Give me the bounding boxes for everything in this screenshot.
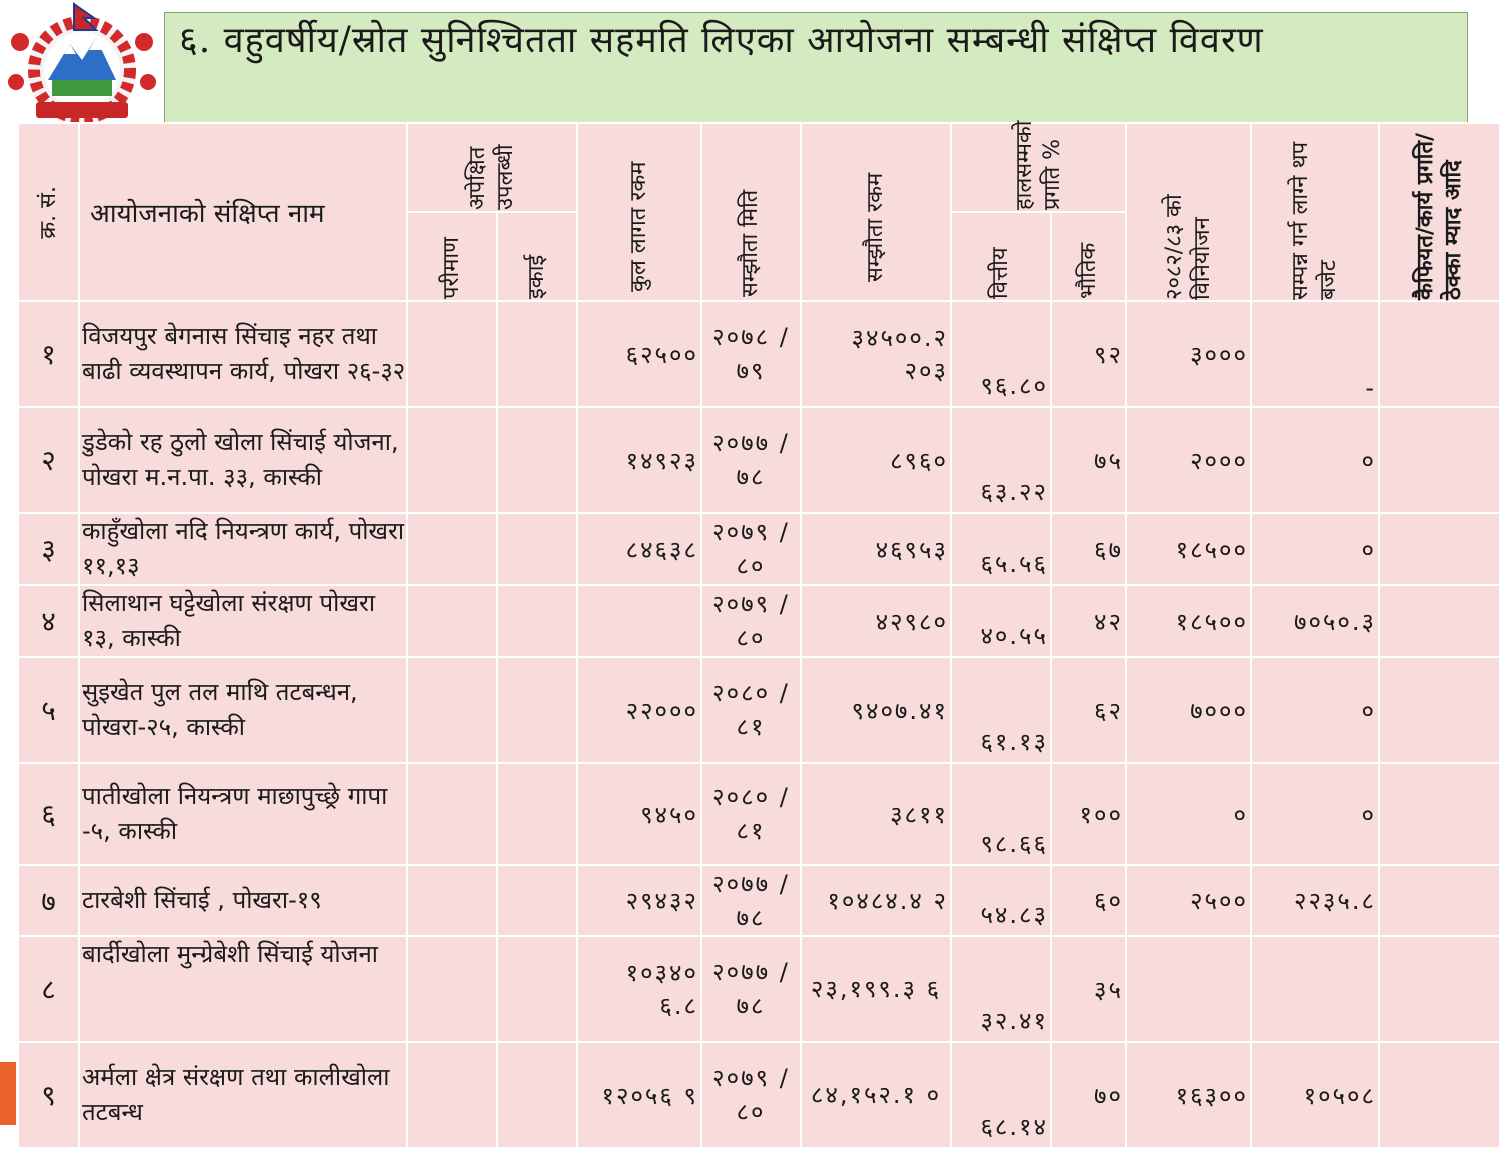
cell-sn: ६ (18, 763, 79, 865)
cell-agreement-amount: ३८११ (801, 763, 951, 865)
cell-budget-needed: ७०५०.३ (1251, 585, 1379, 657)
cell-sn: ५ (18, 657, 79, 763)
cell-financial: ६३.२२ (951, 407, 1051, 513)
cell-agreement-date: २०७७ /७८ (701, 407, 801, 513)
cell-financial: ३२.४१ (951, 936, 1051, 1042)
cell-project-name: सिलाथान घट्टेखोला संरक्षण पोखरा १३, कास्की (79, 585, 407, 657)
cell-remarks (1379, 657, 1500, 763)
cell-budget-needed: ० (1251, 513, 1379, 585)
cell-remarks (1379, 301, 1500, 407)
cell-remarks (1379, 1042, 1500, 1148)
cell-unit (497, 301, 577, 407)
cell-unit (497, 865, 577, 936)
cell-budget-needed: ० (1251, 657, 1379, 763)
cell-quantity (407, 657, 497, 763)
cell-allocation: १६३०० (1126, 1042, 1251, 1148)
cell-allocation (1126, 936, 1251, 1042)
cell-agreement-amount: ४६९५३ (801, 513, 951, 585)
cell-physical: ३५ (1051, 936, 1126, 1042)
table-row (18, 1042, 1500, 1148)
cell-budget-needed: २२३५.८ (1251, 865, 1379, 936)
cell-physical: ७० (1051, 1042, 1126, 1148)
header-financial: वित्तीय (951, 212, 1051, 301)
title-box (164, 12, 1468, 128)
cell-quantity (407, 585, 497, 657)
cell-agreement-amount: १०४८४.४ २ (801, 865, 951, 936)
table-row (18, 585, 1500, 657)
cell-project-name: काहुँखोला नदि नियन्त्रण कार्य, पोखरा ११,१३ (79, 513, 407, 585)
cell-physical: ६० (1051, 865, 1126, 936)
cell-quantity (407, 936, 497, 1042)
cell-project-name: टारबेशी सिंचाई , पोखरा-१९ (79, 865, 407, 936)
cell-agreement-date: २०८० /८१ (701, 763, 801, 865)
cell-agreement-amount: ४२९८० (801, 585, 951, 657)
cell-sn: ३ (18, 513, 79, 585)
cell-allocation: १८५०० (1126, 585, 1251, 657)
cell-financial: ६५.५६ (951, 513, 1051, 585)
cell-sn: ९ (18, 1042, 79, 1148)
cell-quantity (407, 407, 497, 513)
cell-total-cost: १२०५६ ९ (577, 1042, 701, 1148)
cell-budget-needed: - (1251, 301, 1379, 407)
cell-total-cost: १०३४० ६.८ (577, 936, 701, 1042)
cell-physical: ७५ (1051, 407, 1126, 513)
table-row (18, 865, 1500, 936)
cell-agreement-date: २०८० /८१ (701, 657, 801, 763)
header-unit: इकाई (497, 212, 577, 301)
cell-project-name: विजयपुर बेगनास सिंचाइ नहर तथा बाढी व्यवस्थापन कार्य, पोखरा २६-३२ (79, 301, 407, 407)
cell-sn: ७ (18, 865, 79, 936)
cell-agreement-amount: ८९६० (801, 407, 951, 513)
cell-agreement-date: २०७७ /७८ (701, 865, 801, 936)
cell-total-cost (577, 585, 701, 657)
cell-unit (497, 585, 577, 657)
header-physical: भौतिक (1051, 212, 1126, 301)
cell-physical: ६२ (1051, 657, 1126, 763)
government-emblem-icon (4, 2, 160, 130)
cell-unit (497, 1042, 577, 1148)
cell-total-cost: ९४५० (577, 763, 701, 865)
table-row (18, 513, 1500, 585)
cell-unit (497, 407, 577, 513)
cell-allocation: २५०० (1126, 865, 1251, 936)
cell-agreement-date: २०७७ /७८ (701, 936, 801, 1042)
cell-physical: ६७ (1051, 513, 1126, 585)
header-project-name: आयोजनाको संक्षिप्त नाम (79, 123, 407, 301)
cell-quantity (407, 865, 497, 936)
cell-financial: ५४.८३ (951, 865, 1051, 936)
header-quantity: परीमाण (407, 212, 497, 301)
cell-allocation: ३००० (1126, 301, 1251, 407)
cell-sn: ८ (18, 936, 79, 1042)
cell-allocation: ० (1126, 763, 1251, 865)
header-outcome: अपेक्षित उपलब्धी (407, 123, 577, 212)
cell-remarks (1379, 585, 1500, 657)
projects-table (17, 122, 1501, 1149)
cell-total-cost: १४९२३ (577, 407, 701, 513)
cell-budget-needed: ० (1251, 763, 1379, 865)
header-remarks: कैफियत/कार्य प्रगति/ठेक्का म्याद आदि (1379, 123, 1500, 301)
cell-project-name: पातीखोला नियन्त्रण माछापुच्छ्रे गापा -५, कास्की (79, 763, 407, 865)
table-row (18, 936, 1500, 1042)
header-progress: हालसम्मको प्रगति % (951, 123, 1126, 212)
cell-quantity (407, 513, 497, 585)
cell-sn: १ (18, 301, 79, 407)
cell-physical: १०० (1051, 763, 1126, 865)
cell-total-cost: २२००० (577, 657, 701, 763)
cell-unit (497, 763, 577, 865)
header-allocation: २०८२/८३ को विनियोजन (1126, 123, 1251, 301)
cell-sn: २ (18, 407, 79, 513)
cell-sn: ४ (18, 585, 79, 657)
header-total-cost: कुल लागत रकम (577, 123, 701, 301)
cell-project-name: डुडेको रह ठुलो खोला सिंचाई योजना, पोखरा म.न.पा. ३३, कास्की (79, 407, 407, 513)
cell-agreement-amount: २३,१९९.३ ६ (801, 936, 951, 1042)
cell-remarks (1379, 936, 1500, 1042)
header-sn: क्र. सं. (18, 123, 79, 301)
cell-quantity (407, 763, 497, 865)
cell-agreement-amount: ३४५००.२ २०३ (801, 301, 951, 407)
table-row (18, 301, 1500, 407)
cell-unit (497, 657, 577, 763)
cell-budget-needed: १०५०८ (1251, 1042, 1379, 1148)
cell-remarks (1379, 763, 1500, 865)
cell-allocation: ७००० (1126, 657, 1251, 763)
cell-agreement-amount: ९४०७.४१ (801, 657, 951, 763)
cell-quantity (407, 1042, 497, 1148)
cell-financial: ४०.५५ (951, 585, 1051, 657)
cell-total-cost: ८४६३८ (577, 513, 701, 585)
cell-remarks (1379, 865, 1500, 936)
projects-table-wrap (17, 120, 1499, 1141)
cell-quantity (407, 301, 497, 407)
cell-financial: ६८.१४ (951, 1042, 1051, 1148)
cell-unit (497, 513, 577, 585)
cell-budget-needed (1251, 936, 1379, 1042)
header-agreement-amount: सम्झौता रकम (801, 123, 951, 301)
header-row-1 (18, 123, 1500, 212)
cell-financial: ९८.६६ (951, 763, 1051, 865)
cell-physical: ४२ (1051, 585, 1126, 657)
cell-remarks (1379, 407, 1500, 513)
cell-agreement-date: २०७९ /८० (701, 513, 801, 585)
cell-financial: ६१.१३ (951, 657, 1051, 763)
table-row (18, 763, 1500, 865)
cell-agreement-date: २०७८ /७९ (701, 301, 801, 407)
header-budget-needed: सम्पन्न गर्न लाग्ने थप बजेट (1251, 123, 1379, 301)
cell-project-name: सुइखेत पुल तल माथि तटबन्धन, पोखरा-२५, कास्की (79, 657, 407, 763)
cell-project-name: अर्मला क्षेत्र संरक्षण तथा कालीखोला तटबन्ध (79, 1042, 407, 1148)
table-row (18, 407, 1500, 513)
cell-financial: ९६.८० (951, 301, 1051, 407)
cell-allocation: १८५०० (1126, 513, 1251, 585)
cell-physical: ९२ (1051, 301, 1126, 407)
table-row (18, 657, 1500, 763)
page-title: ६. वहुवर्षीय/स्रोत सुनिश्चितता सहमति लिएका आयोजना सम्बन्धी संक्षिप्त विवरण (179, 20, 1264, 61)
cell-total-cost: २९४३२ (577, 865, 701, 936)
cell-project-name: बार्दीखोला मुन्ग्रेबेशी सिंचाई योजना (79, 936, 407, 1042)
cell-budget-needed: ० (1251, 407, 1379, 513)
cell-allocation: २००० (1126, 407, 1251, 513)
cell-agreement-date: २०७९ /८० (701, 585, 801, 657)
cell-agreement-date: २०७९ /८० (701, 1042, 801, 1148)
header-agreement-date: सम्झौता मिति (701, 123, 801, 301)
cell-unit (497, 936, 577, 1042)
cell-agreement-amount: ८४,१५२.१ ० (801, 1042, 951, 1148)
cell-total-cost: ६२५०० (577, 301, 701, 407)
cell-remarks (1379, 513, 1500, 585)
slide-accent-bar (0, 1062, 16, 1125)
